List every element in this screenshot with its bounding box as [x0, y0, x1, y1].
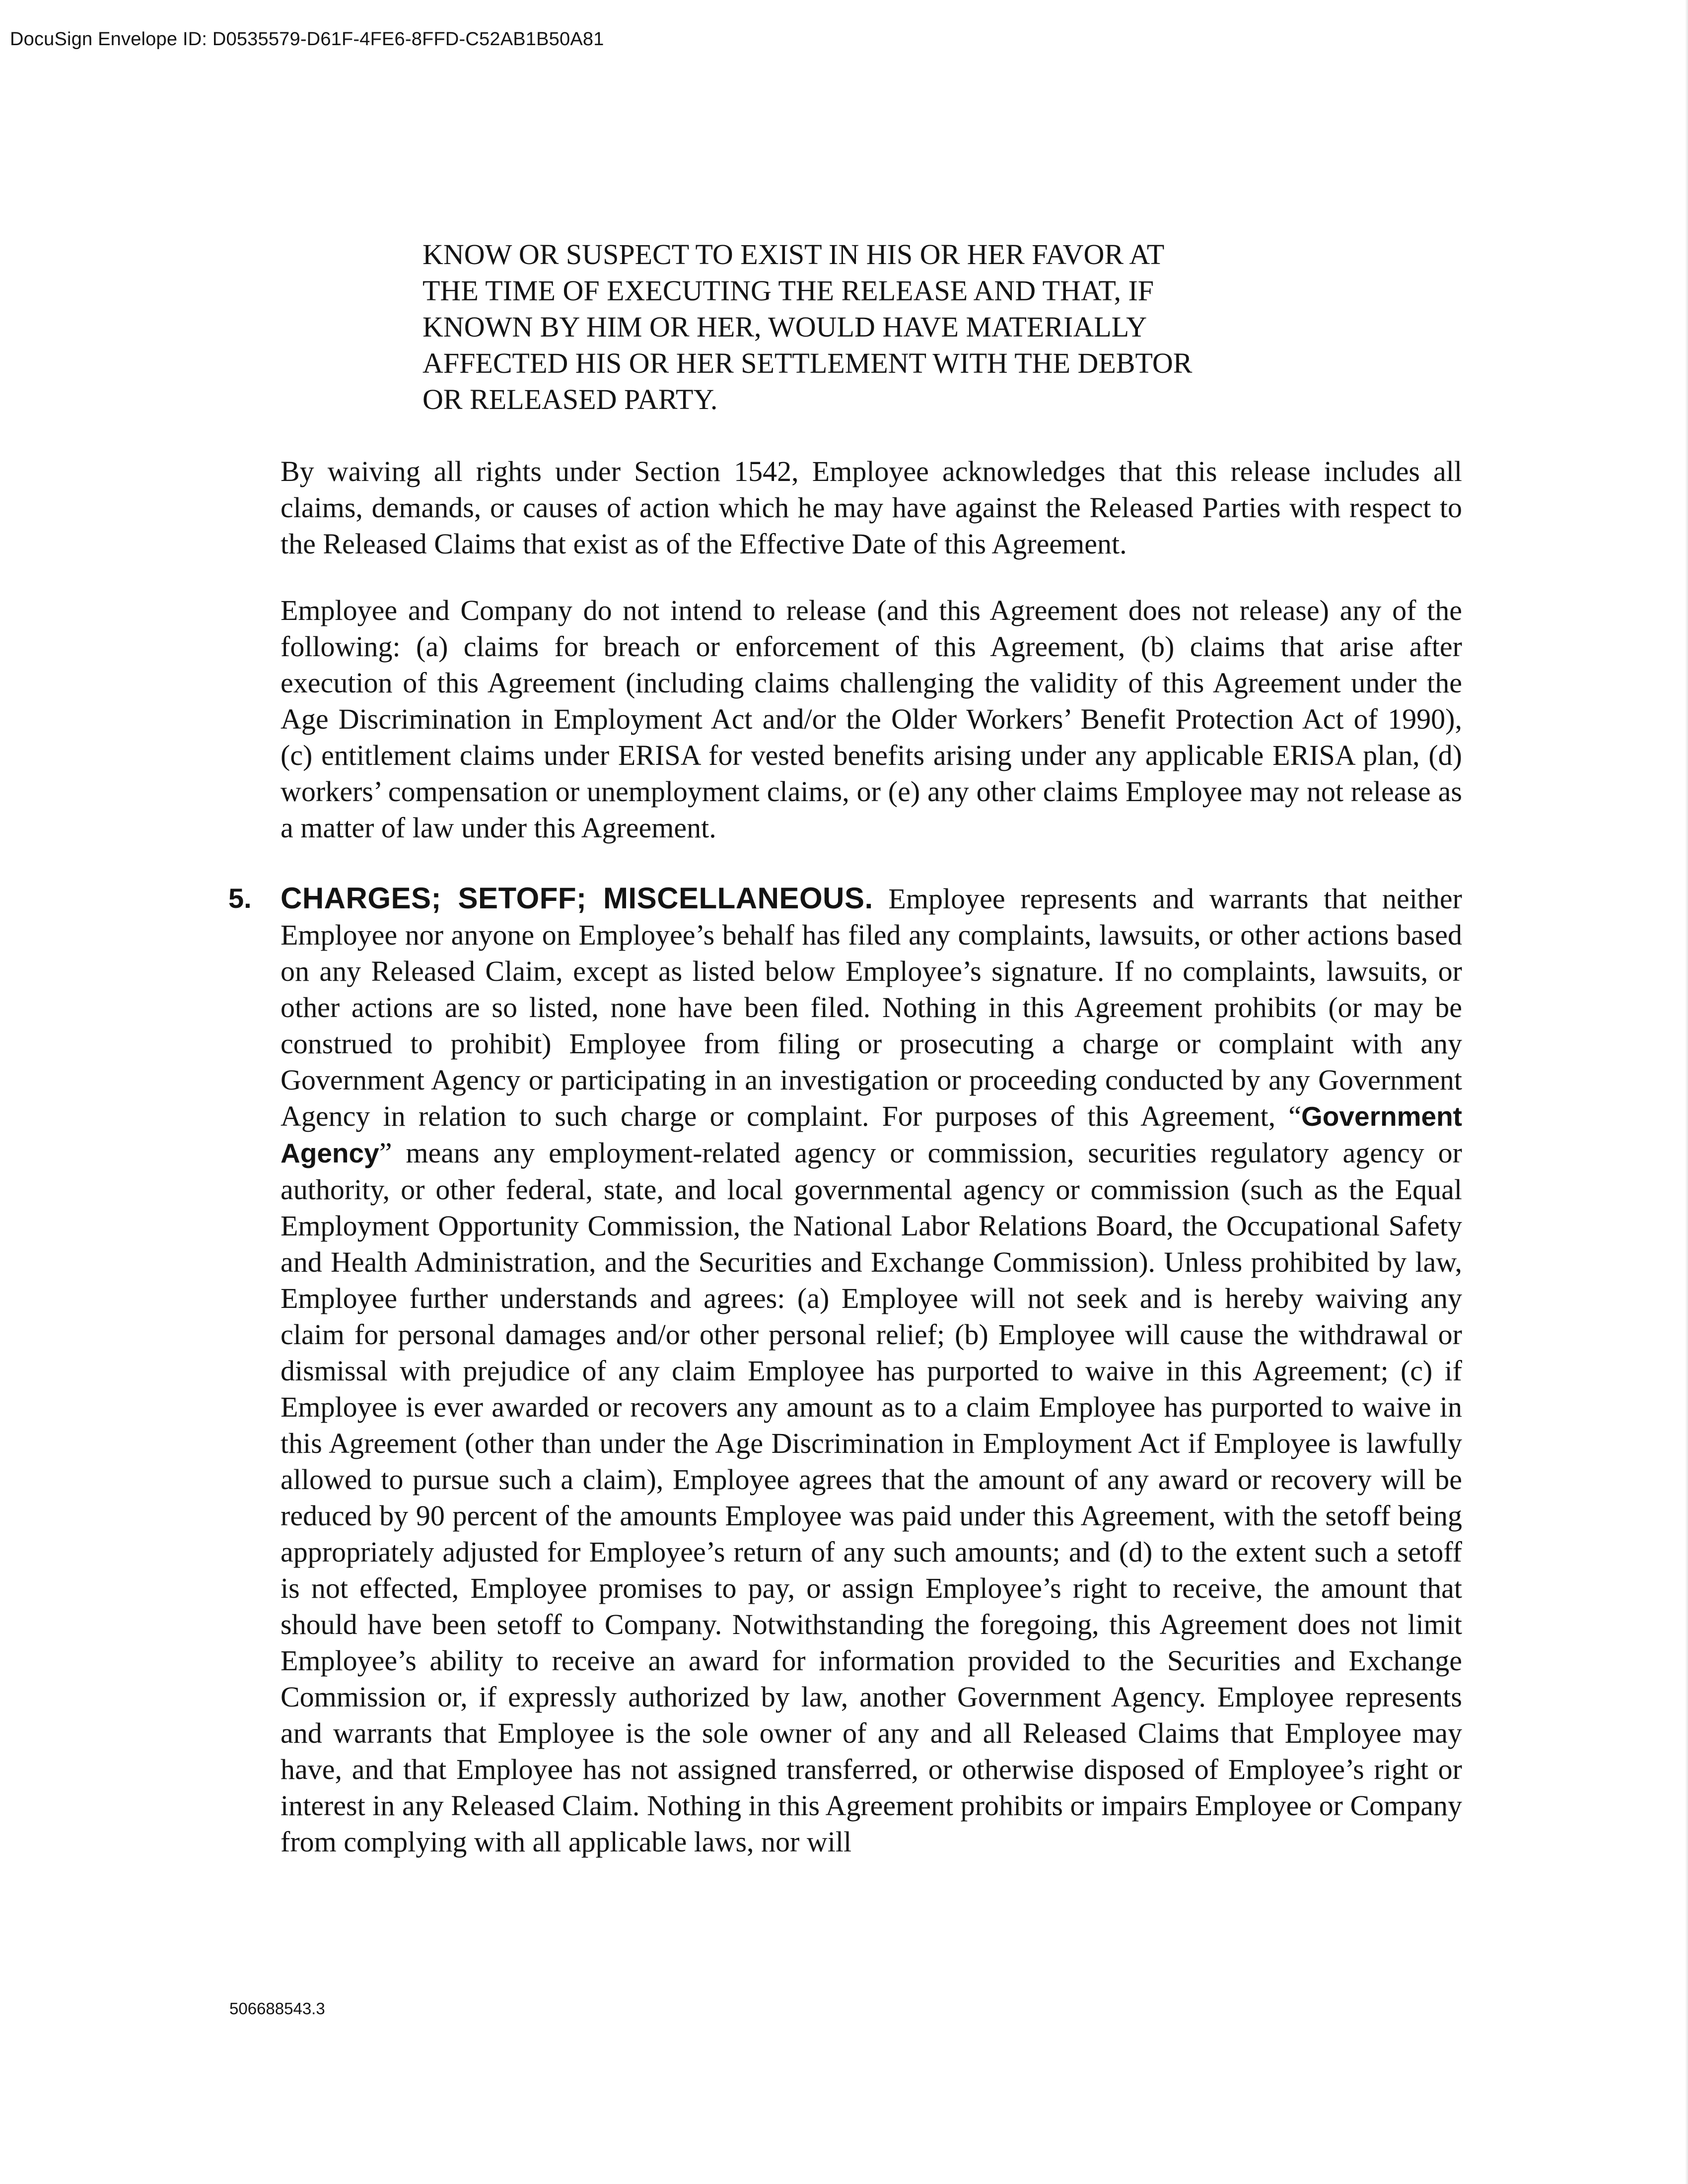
- exclusions-paragraph: Employee and Company do not intend to release (and this Agreement does not release) any of the following: (a) claims for breach or enforcement of this Agreement, (b) claims that arise after execution of this Agreement (including claims challenging the validity of this Agreement under the Age Discrimination in Employment Act and/or the Older Workers’ Benefit Protection Act of 1990), (c) entitlement claims under ERISA for vested benefits arising under any applicable ERISA plan, (d) workers’ compensation or unemployment claims, or (e) any other claims Employee may not release as a matter of law under this Agreement.: [281, 594, 1462, 844]
- section-number: 5.: [228, 883, 252, 914]
- statute-quote-line: OR RELEASED PARTY.: [422, 383, 718, 415]
- section-text-part-1: Employee represents and warrants that neither Employee nor anyone on Employee’s behalf has filed any complaints, lawsuits, or other actions based on any Released Claim, except as listed below Employee’s signature. If no complaints, lawsuits, or other actions are so listed, none have been filed. Nothing in this Agreement prohibits (or may be construed to prohibit) Employee from filing or prosecuting a charge or complaint with any Government Agency or participating in an investigation or proceeding conducted by any Government Agency in relation to such charge or complaint. For purposes of this Agreement, “: [281, 883, 1462, 1132]
- statute-quote-line: KNOWN BY HIM OR HER, WOULD HAVE MATERIALLY: [422, 311, 1147, 343]
- statute-quote-line: THE TIME OF EXECUTING THE RELEASE AND THAT, IF: [422, 274, 1154, 307]
- statute-quote-line: KNOW OR SUSPECT TO EXIST IN HIS OR HER FAVOR AT: [422, 238, 1165, 271]
- section-5: [228, 880, 1462, 1860]
- statute-quote-line: AFFECTED HIS OR HER SETTLEMENT WITH THE DEBTOR: [422, 347, 1193, 379]
- statute-quote-block: [422, 236, 1316, 417]
- scan-page-edge: [1685, 0, 1688, 2184]
- section-5-body: [281, 880, 1462, 1860]
- docusign-envelope-id: DocuSign Envelope ID: D0535579-D61F-4FE6-8FFD-C52AB1B50A81: [10, 29, 604, 50]
- section-text-part-2: ” means any employment-related agency or commission, securities regulatory agency or authority, or other federal, state, and local governmental agency or commission (such as the Equal Employment Opportunity Commission, the National Labor Relations Board, the Occupational Safety and Health Administration, and the Securities and Exchange Commission). Unless prohibited by law, Employee further understands and agrees: (a) Employee will not seek and is hereby waiving any claim for personal damages and/or other personal relief; (b) Employee will cause the withdrawal or dismissal with prejudice of any claim Employee has purported to waive in this Agreement; (c) if Employee is ever awarded or recovers any amount as to a claim Employee has purported to waive in this Agreement (other than under the Age Discrimination in Employment Act if Employee is lawfully allowed to pursue such a claim), Employee agrees that the amount of any award or recovery will be reduced by 90 percent of the amounts Employee was paid under this Agreement, with the setoff being appropriately adjusted for Employee’s return of any such amounts; and (d) to the extent such a setoff is not effected, Employee promises to pay, or assign Employee’s right to receive, the amount that should have been setoff to Company. Notwithstanding the foregoing, this Agreement does not limit Employee’s ability to receive an award for information provided to the Securities and Exchange Commission or, if expressly authorized by law, another Government Agency. Employee represents and warrants that Employee is the sole owner of any and all Released Claims that Employee may have, and that Employee has not assigned transferred, or otherwise disposed of Employee’s right or interest in any Released Claim. Nothing in this Agreement prohibits or impairs Employee or Company from complying with all applicable laws, nor will: [281, 1137, 1462, 1858]
- section-heading: CHARGES; SETOFF; MISCELLANEOUS.: [281, 882, 873, 915]
- waiver-paragraph: By waiving all rights under Section 1542, Employee acknowledges that this release includes all claims, demands, or causes of action which he may have against the Released Parties with respect to the Released Claims that exist as of the Effective Date of this Agreement.: [281, 455, 1462, 560]
- defined-term: Government Agency: [281, 1101, 1462, 1168]
- document-number: 506688543.3: [229, 1999, 325, 2018]
